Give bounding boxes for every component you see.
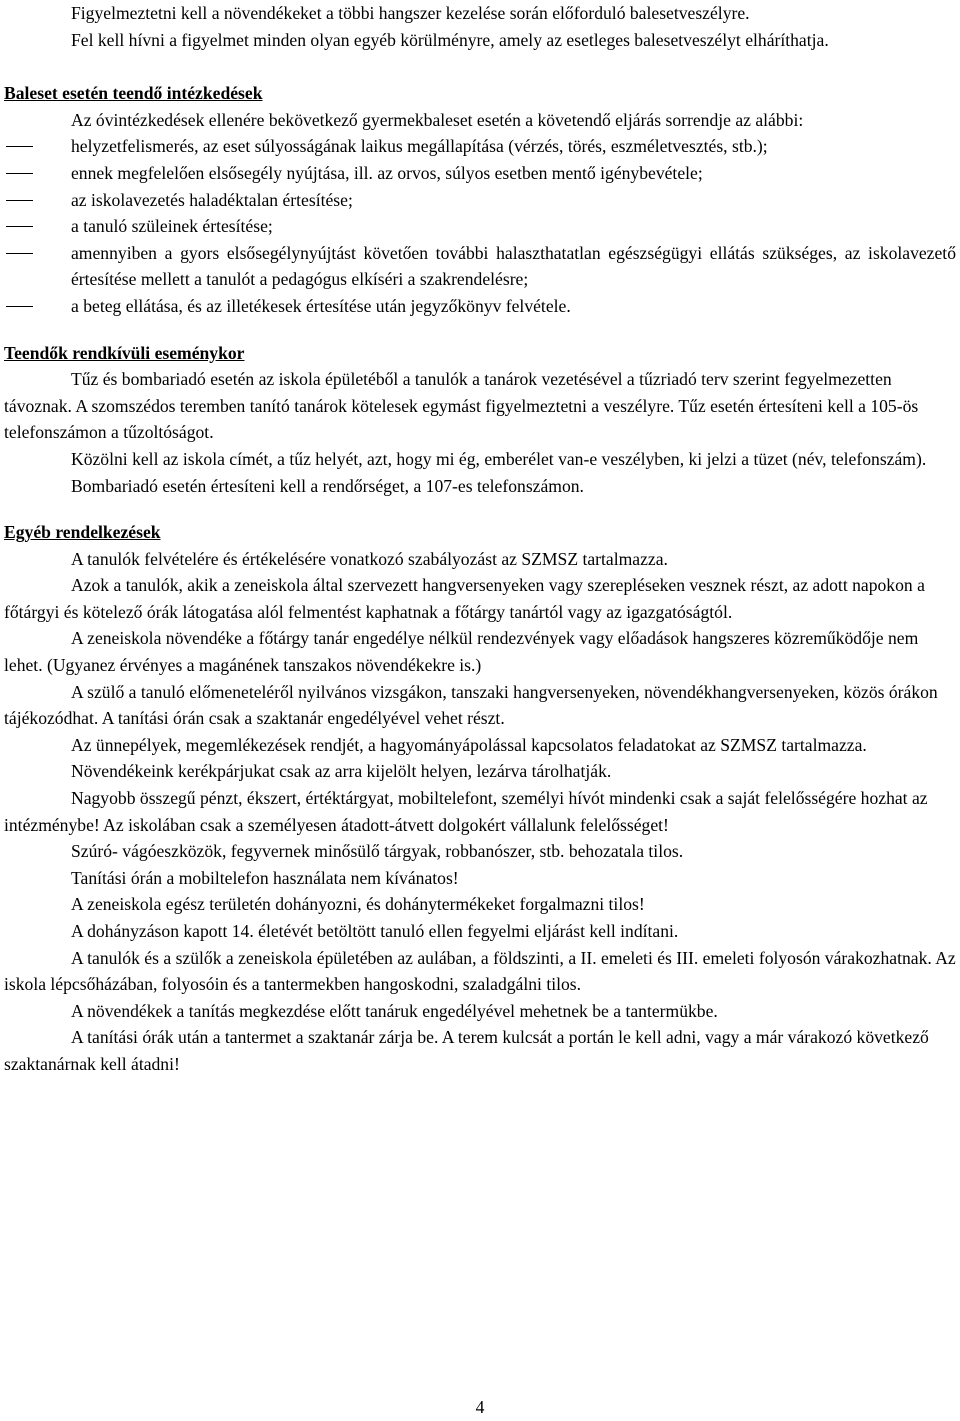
other-heading: Egyéb rendelkezések <box>4 522 161 543</box>
other-paragraph: A tanítási órák után a tantermet a szaktanár zárja be. A terem kulcsát a portán le kell adni, vagy a már várakozó következő szaktanárnak kell átadni! <box>4 1027 929 1074</box>
list-item: helyzetfelismerés, az eset súlyosságának laikus megállapítása (vérzés, törés, eszméletvesztés, stb.); <box>4 133 956 160</box>
list-item: ennek megfelelően elsősegély nyújtása, ill. az orvos, súlyos esetben mentő igénybevétele; <box>4 160 956 187</box>
accident-heading: Baleset esetén teendő intézkedések <box>4 83 263 104</box>
other-paragraph: Növendékeink kerékpárjukat csak az arra kijelölt helyen, lezárva tárolhatják. <box>71 761 612 782</box>
other-paragraph: A dohányzáson kapott 14. életévét betöltött tanuló ellen fegyelmi eljárást kell indítani. <box>71 921 679 941</box>
document-page <box>4 0 956 1078</box>
emergency-paragraph: Bombariadó esetén értesíteni kell a rendőrséget, a 107-es telefonszámon. <box>71 475 584 496</box>
other-paragraph: A szülő a tanuló előmeneteléről nyilvános vizsgákon, tanszaki hangversenyeken, növendékhangversenyeken, közös órákon tájékozódhat. A tanítási órán csak a szaktanár engedélyével vehet részt. <box>4 681 938 729</box>
accident-steps-list <box>4 133 956 319</box>
list-item: a tanuló szüleinek értesítése; <box>4 213 956 240</box>
other-paragraph: Szúró- vágóeszközök, fegyvernek minősülő tárgyak, robbanószer, stb. behozatala tilos. <box>71 841 684 862</box>
other-paragraph: A zeneiskola növendéke a főtárgy tanár engedélye nélkül rendezvények vagy előadások hangszeres közreműködője nem lehet. (Ugyanez érvényes a magánének tanszakos növendékekre is.) <box>4 628 919 676</box>
list-item: amennyiben a gyors elsősegélynyújtást követően további halaszthatatlan egészségügyi ellátás szükséges, az iskolavezető értesítése mellett a tanulót a pedagógus elkíséri a szakrendelésre; <box>4 240 956 293</box>
other-paragraph: A tanulók felvételére és értékelésére vonatkozó szabályozást az SZMSZ tartalmazza. <box>71 548 668 569</box>
other-paragraph: Azok a tanulók, akik a zeneiskola által szervezett hangversenyeken vagy szerepléseken vesznek részt, az adott napokon a főtárgyi és kötelező órák látogatása alól felmentést kaphatnak a főtárgy tanártól vagy az igazgatóságtól. <box>4 575 925 622</box>
other-paragraph: A zeneiskola egész területén dohányozni, és dohánytermékeket forgalmazni tilos! <box>71 894 645 915</box>
intro-paragraph-2: Fel kell hívni a figyelmet minden olyan egyéb körülményre, amely az esetleges balesetveszélyt elháríthatja. <box>71 29 829 50</box>
list-item: a beteg ellátása, és az illetékesek értesítése után jegyzőkönyv felvétele. <box>4 293 956 320</box>
emergency-paragraph: Tűz és bombariadó esetén az iskola épületéből a tanulók a tanárok vezetésével a tűzriadó terv szerint fegyelmezetten távoznak. A szomszédos teremben tanító tanárok kötelesek egymást figyelmeztetni a veszélyre. Tűz esetén értesíteni kell a 105-ös telefonszámon a tűzoltóságot. <box>4 369 919 443</box>
intro-paragraph-1: Figyelmeztetni kell a növendékeket a többi hangszer kezelése során előforduló balesetveszélyre. <box>71 3 750 23</box>
accident-intro: Az óvintézkedések ellenére bekövetkező gyermekbaleset esetén a követendő eljárás sorrendje az alábbi: <box>71 109 804 130</box>
other-paragraph: Nagyobb összegű pénzt, ékszert, értéktárgyat, mobiltelefont, személyi hívót mindenki csak a saját felelősségére hozhat az intézménybe! Az iskolában csak a személyesen átadott-átvett dolgokért vállalunk felelősséget! <box>4 788 928 835</box>
list-item: az iskolavezetés haladéktalan értesítése; <box>4 187 956 214</box>
emergency-heading: Teendők rendkívüli eseménykor <box>4 342 245 363</box>
other-paragraph: A növendékek a tanítás megkezdése előtt tanáruk engedélyével mehetnek be a tantermükbe. <box>71 1000 718 1021</box>
emergency-paragraph: Közölni kell az iskola címét, a tűz helyét, azt, hogy mi ég, emberélet van-e veszélyben, ki jelzi a tüzet (név, telefonszám). <box>71 448 927 469</box>
other-paragraph: Az ünnepélyek, megemlékezések rendjét, a hagyományápolással kapcsolatos feladatokat az SZMSZ tartalmazza. <box>71 734 867 755</box>
other-paragraph: Tanítási órán a mobiltelefon használata nem kívánatos! <box>71 867 459 888</box>
other-paragraph: A tanulók és a szülők a zeneiskola épületében az aulában, a földszinti, a II. emeleti és III. emeleti folyosón várakozhatnak. Az iskola lépcsőházában, folyosóin és a tantermekben hangoskodni, szaladgálni tilos. <box>4 947 956 995</box>
page-number: 4 <box>475 1397 485 1417</box>
